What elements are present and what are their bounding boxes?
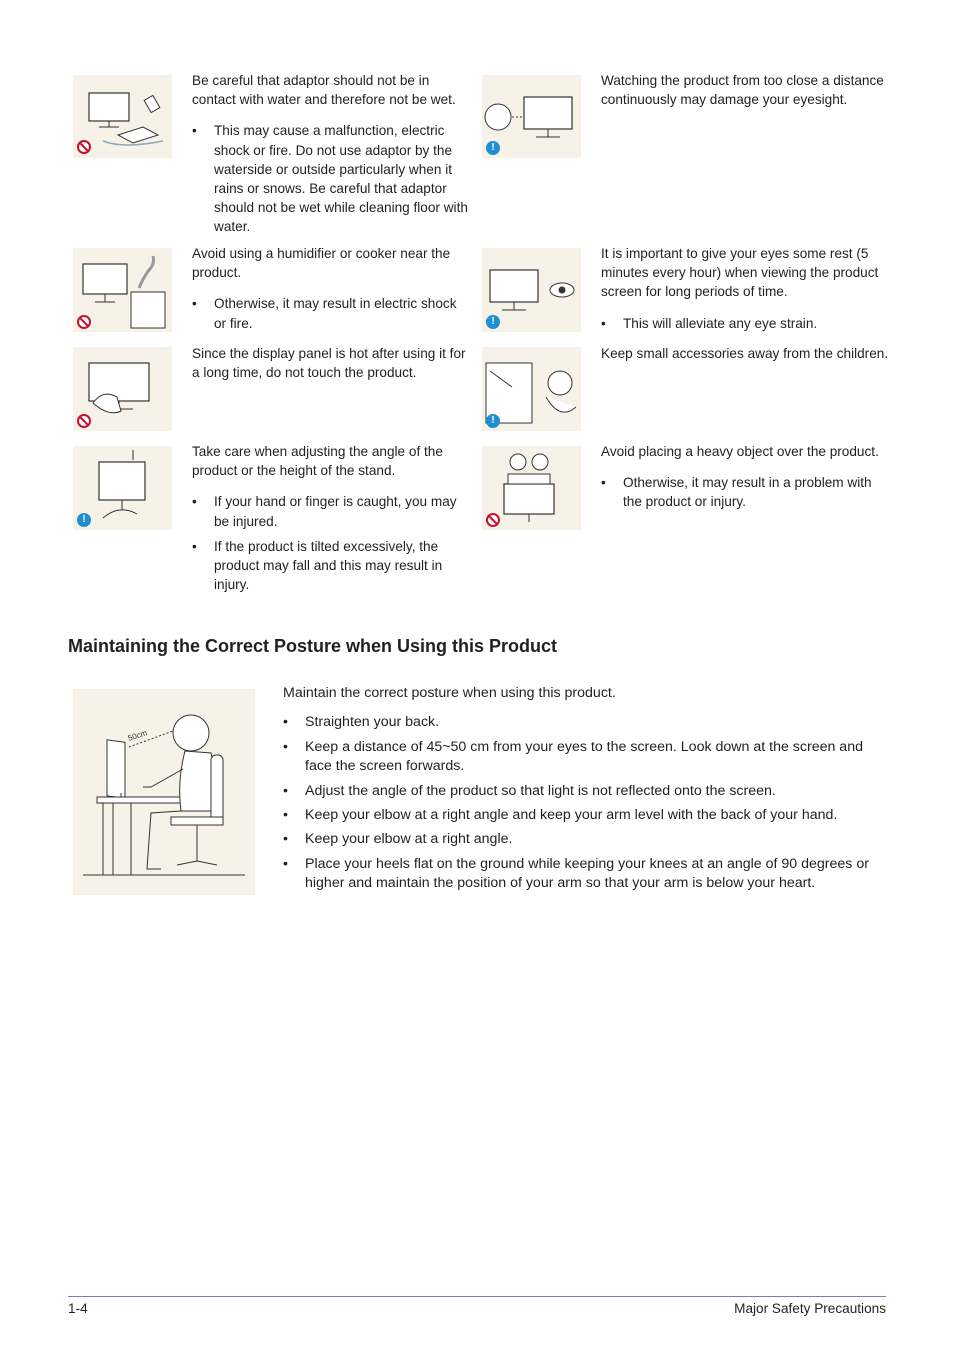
posture-bullet-6: • Place your heels flat on the ground while keeping your knees at an angle of 90 degrees or higher and maintain the position of your arm so that your arm is below your heart. bbox=[283, 855, 883, 894]
prohibition-icon bbox=[77, 414, 91, 428]
prohibition-icon bbox=[77, 315, 91, 329]
item-1-bullets bbox=[192, 121, 472, 236]
caution-icon: ! bbox=[486, 315, 500, 329]
posture-bullet-3: • Adjust the angle of the product so that light is not reflected onto the screen. bbox=[283, 782, 883, 801]
posture-illustration bbox=[73, 689, 255, 895]
item-5-text: Since the display panel is hot after using it for a long time, do not touch the product. bbox=[192, 346, 466, 381]
item-3-bullet-1: • Otherwise, it may result in electric shock or fire. bbox=[192, 294, 472, 332]
item-7-bullets bbox=[192, 492, 472, 594]
posture-intro: Maintain the correct posture when using this product. bbox=[283, 685, 616, 701]
caution-icon: ! bbox=[486, 414, 500, 428]
item-3-bullets bbox=[192, 294, 472, 332]
adaptor-water-illustration bbox=[73, 75, 172, 158]
item-3-text-block bbox=[192, 244, 472, 339]
item-7-text: Take care when adjusting the angle of the product or the height of the stand. bbox=[192, 444, 443, 479]
item-4-bullets bbox=[601, 314, 891, 333]
item-1-bullet-1: • This may cause a malfunction, electric shock or fire. Do not use adaptor by the waterside or outside particularly when it rains or snows. Be careful that adaptor should not be wet while cleaning floor with water. bbox=[192, 121, 472, 236]
item-8-bullet-1: • Otherwise, it may result in a problem with the product or injury. bbox=[601, 473, 891, 511]
item-8-bullets bbox=[601, 473, 891, 511]
posture-text-block bbox=[283, 684, 883, 899]
item-4-text: It is important to give your eyes some rest (5 minutes every hour) when viewing the product screen for long periods of time. bbox=[601, 246, 879, 300]
posture-bullet-4: • Keep your elbow at a right angle and keep your arm level with the back of your hand. bbox=[283, 806, 883, 825]
humidifier-illustration bbox=[73, 248, 172, 332]
posture-bullets bbox=[283, 713, 883, 893]
distance-label: 50cm bbox=[126, 728, 149, 743]
eye-distance-illustration bbox=[482, 75, 581, 158]
item-7-bullet-1: • If your hand or finger is caught, you may be injured. bbox=[192, 492, 472, 530]
item-4-text-block bbox=[601, 244, 891, 339]
heavy-object-illustration bbox=[482, 446, 581, 530]
child-accessories-illustration bbox=[482, 347, 581, 431]
item-1-text: Be careful that adaptor should not be in contact with water and therefore not be wet. bbox=[192, 73, 456, 108]
item-3-text: Avoid using a humidifier or cooker near the product. bbox=[192, 246, 451, 281]
item-8-text: Avoid placing a heavy object over the product. bbox=[601, 444, 879, 459]
item-7-text-block bbox=[192, 442, 472, 600]
item-2-text-block bbox=[601, 71, 891, 109]
footer-divider bbox=[68, 1296, 886, 1297]
footer-section-title: Major Safety Precautions bbox=[734, 1301, 886, 1316]
item-7-bullet-2: • If the product is tilted excessively, the product may fall and this may result in injury. bbox=[192, 537, 472, 595]
prohibition-icon bbox=[77, 140, 91, 154]
item-1-text-block bbox=[192, 71, 472, 243]
caution-icon: ! bbox=[77, 513, 91, 527]
prohibition-icon bbox=[486, 513, 500, 527]
stand-adjust-illustration bbox=[73, 446, 172, 530]
posture-bullet-5: • Keep your elbow at a right angle. bbox=[283, 830, 883, 849]
posture-bullet-1: • Straighten your back. bbox=[283, 713, 883, 732]
item-5-text-block bbox=[192, 344, 472, 382]
item-6-text-block bbox=[601, 344, 891, 363]
section-title: Maintaining the Correct Posture when Using this Product bbox=[68, 636, 558, 656]
item-4-bullet-1: • This will alleviate any eye strain. bbox=[601, 314, 891, 333]
item-8-text-block bbox=[601, 442, 891, 518]
posture-bullet-2: • Keep a distance of 45~50 cm from your eyes to the screen. Look down at the screen and face the screen forwards. bbox=[283, 738, 883, 777]
page-number: 1-4 bbox=[68, 1301, 88, 1316]
hot-panel-illustration bbox=[73, 347, 172, 431]
caution-icon: ! bbox=[486, 141, 500, 155]
item-2-text: Watching the product from too close a distance continuously may damage your eyesight. bbox=[601, 73, 884, 108]
item-6-text: Keep small accessories away from the children. bbox=[601, 346, 889, 361]
eye-rest-illustration bbox=[482, 248, 581, 332]
